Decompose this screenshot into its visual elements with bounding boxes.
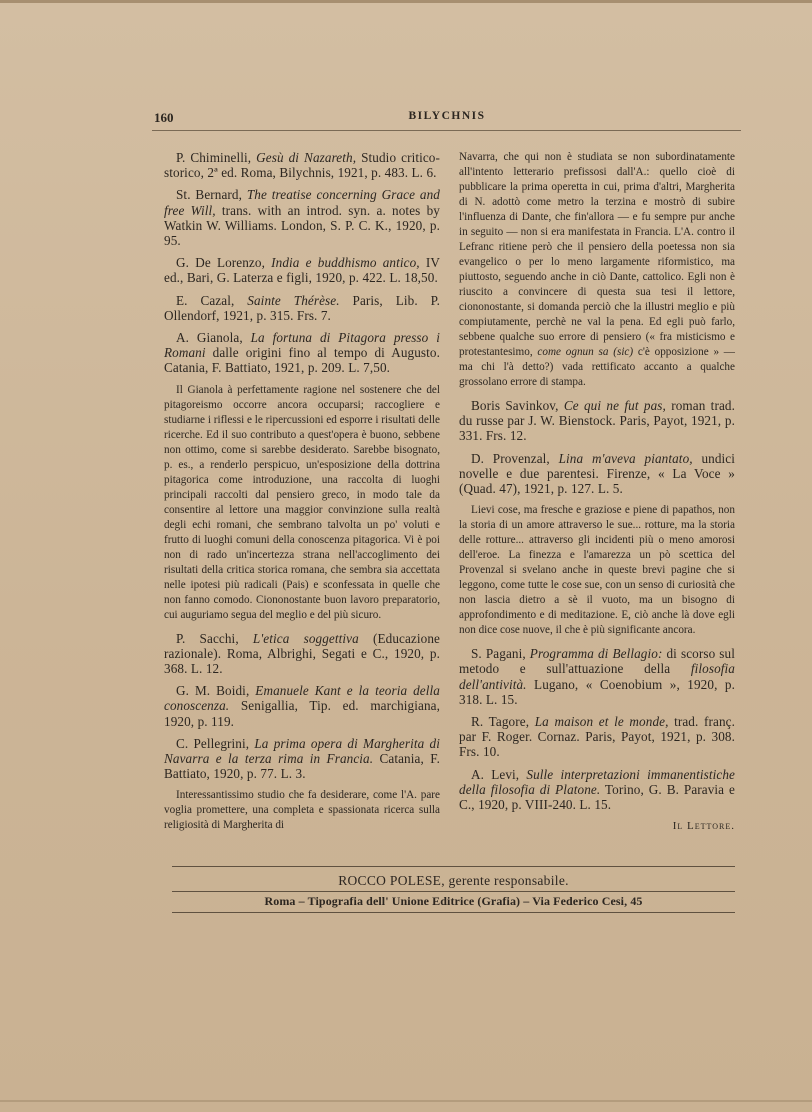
- text-segment: Il Lettore.: [672, 820, 735, 833]
- text-segment: P. Chiminelli,: [176, 150, 257, 165]
- right-column: [459, 150, 735, 846]
- text-segment: di scorso sul metodo e sull'attuazione della: [459, 646, 735, 677]
- running-head: [154, 110, 740, 130]
- bibliography-entry: [164, 330, 440, 376]
- text-segment: Senigallia, Tip. ed. marchigiana, 1920, p. 119.: [164, 698, 440, 729]
- signature: [459, 819, 735, 835]
- text-segment: S. Pagani,: [471, 646, 530, 662]
- italic-title: Emanuele Kant e la teoria della conoscenza.: [164, 683, 440, 714]
- header-rule: [152, 130, 741, 131]
- bibliography-entry: [459, 451, 735, 497]
- italic-title: La prima opera di Margherita di Navarra e la terza rima in Francia.: [164, 735, 440, 767]
- journal-title: BILYCHNIS: [408, 110, 486, 122]
- footer-rule-top: [172, 866, 735, 867]
- text-segment: Lievi cose, ma fresche e graziose e piene di papathos, non la storia di un amore attraverso le sue... rotture, ma la storia delle rotture... attraverso gli incidenti più o meno amorosi dell'eroe. La finezza e l'amarezza un pò scettica del Provenzal si svelano anche in queste brevi pagine che si leggono, come tutte le cose sue, con un senso di curiosità che non lascia dietro a sè il vuoto, ma un bisogno di approfondimento e di meditazione. E, ciò anche là dove egli non dice cose nuove, il che è più significante ancora.: [459, 504, 735, 637]
- review-paragraph: [459, 503, 735, 638]
- text-segment: E. Cazal,: [176, 292, 248, 308]
- bibliography-entry: [164, 150, 440, 180]
- italic-title: Ce qui ne fut pas,: [563, 398, 666, 413]
- italic-title: India e buddhismo antico,: [271, 255, 420, 271]
- text-segment: Torino, G. B. Paravia e C., 1920, p. VIII-240. L. 15.: [459, 781, 735, 813]
- text-segment: Paris, Lib. P. Ollendorf, 1921, p. 315. Frs. 7.: [164, 292, 441, 323]
- bibliography-entry: [164, 683, 440, 729]
- text-segment: St. Bernard,: [176, 187, 247, 203]
- italic-title: L'etica soggettiva: [252, 630, 359, 646]
- text-segment: trans. with an introd. syn. a. notes by Watkin W. Williams. London, S. P. C. K., 1920, p. 95.: [164, 202, 440, 249]
- review-paragraph: [164, 383, 440, 623]
- text-segment: A. Levi,: [471, 766, 527, 782]
- text-segment: G. De Lorenzo,: [176, 255, 272, 271]
- text-segment: G. M. Boidi,: [176, 683, 256, 699]
- page-edge-bottom: [0, 1100, 812, 1102]
- text-segment: D. Provenzal,: [471, 450, 559, 466]
- bibliography-entry: [164, 736, 440, 782]
- text-segment: undici novelle e due parentesi. Firenze, « La Voce » (Quad. 47), 1921, p. 127. L. 5.: [459, 450, 736, 497]
- italic-title: The treatise concerning Grace and free Will,: [164, 187, 440, 218]
- italic-title: La maison et le monde,: [534, 714, 669, 730]
- text-segment: Il Gianola à perfettamente ragione nel sostenere che del pitagoreismo occorre ancora occuparsi; raccogliere e studiarne i riflessi e le ripercussioni ed esporre i risultati delle ricerche. Ed il suo contributo a quest'opera è buono, sebbene non ottimo, come si sarebbe desiderato. Sarebbe bisognato, p. es., a renderlo perspicuo, un'esposizione della dottrina pitagorica come introduzione, una raccolta di luoghi principali raccolti dal pensiero greco, in modo tale da consentire al lettore una maggior convinzione sulla realtà degli echi romani, che sembrano talvolta un po' voluti e frutto di luoghi comuni della conoscenza pitagorica. Vi è poi non di rado un'incertezza strana nell'accoglimento dei risultati della critica storica romana, che sembra sia accettata nelle ipotesi più radicali (Pais) e sconfessata in quelle che non fanno comodo. Ciononostante buon lavoro preparatorio, cui auguriamo segua del meglio e del più sicuro.: [164, 383, 440, 621]
- italic-title: filosofia dell'antività.: [459, 661, 735, 692]
- footer-responsible: ROCCO POLESE, gerente responsabile.: [338, 873, 569, 888]
- text-segment: (Educazione razionale). Roma, Albrighi, Segati e C., 1920, p. 368. L. 12.: [164, 630, 440, 677]
- text-segment: trad. franç. par F. Roger. Cornaz. Paris, Payot, 1921, p. 308. Frs. 10.: [459, 714, 735, 760]
- text-segment: Navarra, che qui non è studiata se non subordinatamente all'intento letterario prefissosi dall'A.: quello cioè di pubblicare la prima operetta in cui, prima d'altri, Margherita di N. adottò come metro la terzina e mostrò di subire l'influenza di Dante, che fin'allora — e fu sempre pur anche in seguito — non si era manifestata in Francia. L'A. contro il Lefranc ritiene però che il pensiero della poetessa non sia evangelico o per lo meno largamente riformistico, ma piuttosto, seguendo anche in ciò Dante, cattolico. Egli non è riuscito a convincere di questa sua tesi il lettore, ciononostante, si domanda perciò che la illustri meglio e più compiutamente, perchè ne val la pena. Ed egli può farlo, sebbene qualche suo errore di pensiero (« fra misticismo e protestantesimo,: [459, 151, 735, 358]
- italic-title: La fortuna di Pitagora presso i Romani: [164, 330, 440, 361]
- bibliography-entry: [459, 767, 735, 813]
- text-segment: IV ed., Bari, G. Laterza e figli, 1920, p. 422. L. 18,50.: [164, 255, 440, 286]
- footer-printer: Roma – Tipografia dell' Unione Editrice (Grafia) – Via Federico Cesi, 45: [264, 894, 643, 908]
- italic-title: Gesù di Nazareth,: [256, 150, 357, 165]
- review-paragraph: [459, 150, 735, 390]
- text-segment: Lugano, « Coenobium », 1920, p. 318. L. 15.: [459, 676, 735, 707]
- italic-title: Programma di Bellagio:: [529, 646, 663, 662]
- footer-rule-middle: [172, 891, 735, 892]
- text-segment: P. Sacchi,: [176, 630, 253, 646]
- bibliography-entry: [164, 293, 440, 323]
- bibliography-entry: [164, 255, 440, 285]
- page-edge-top: [0, 0, 812, 3]
- bibliography-entry: [459, 398, 735, 444]
- review-paragraph: [164, 788, 440, 833]
- italic-title: come ognun sa (sic): [537, 346, 634, 358]
- italic-title: Lina m'aveva piantato,: [558, 450, 693, 466]
- italic-title: Sainte Thérèse.: [247, 292, 340, 308]
- text-segment: dalle origini fino al tempo di Augusto. Catania, F. Battiato, 1921, p. 209. L. 7,50.: [164, 345, 440, 376]
- footer-rule-bottom: [172, 912, 735, 913]
- italic-title: Sulle interpretazioni immanentistiche della filosofia di Platone.: [459, 766, 735, 797]
- text-segment: c'è opposizione » — ma chi l'à detto?) vada rettificato accanto a qualche grossolano errore di stampa.: [459, 346, 735, 388]
- text-segment: roman trad. du russe par J. W. Bienstock. Paris, Payot, 1921, p. 331. Frs. 12.: [459, 398, 735, 444]
- text-segment: C. Pellegrini,: [176, 735, 255, 751]
- text-segment: Studio critico-storico, 2ª ed. Roma, Bilychnis, 1921, p. 483. L. 6.: [164, 150, 440, 181]
- left-column: [164, 150, 440, 841]
- page-number: 160: [154, 110, 174, 125]
- bibliography-entry: [164, 631, 440, 677]
- text-segment: Catania, F. Battiato, 1920, p. 77. L. 3.: [164, 751, 440, 782]
- text-segment: Boris Savinkov,: [471, 398, 564, 413]
- text-segment: A. Gianola,: [176, 330, 251, 346]
- bibliography-entry: [459, 714, 735, 760]
- bibliography-entry: [459, 646, 735, 707]
- bibliography-entry: [164, 187, 440, 248]
- text-segment: R. Tagore,: [471, 714, 535, 730]
- text-segment: Interessantissimo studio che fa desiderare, come l'A. pare voglia promettere, una completa e spassionata ricerca sulla religiosità di Margherita di: [164, 789, 440, 832]
